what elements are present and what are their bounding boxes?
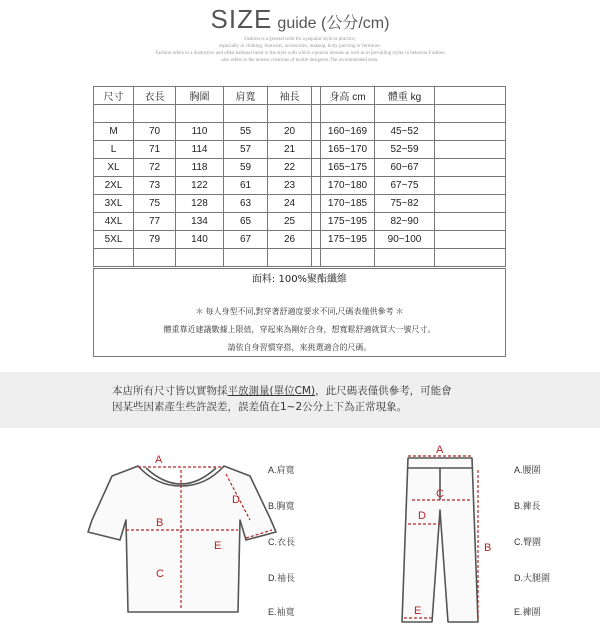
tshirt-letter-e: E (214, 540, 222, 552)
table-cell: 55 (224, 123, 268, 141)
table-cell: 21 (268, 141, 312, 159)
table-cell: 77 (134, 213, 176, 231)
shirt-legend-b: B.胸寬 (268, 501, 295, 511)
shirt-legend-d: D.袖長 (268, 573, 296, 583)
table-cell: 61 (224, 177, 268, 195)
table-cell: 110 (176, 123, 224, 141)
banner-underline: 平放測量(單位CM) (227, 385, 316, 397)
table-cell: 175~195 (321, 213, 375, 231)
shirt-legend-a: A.肩寬 (268, 465, 295, 475)
title-sub: guide (公分/cm) (277, 15, 390, 32)
table-cell: 75 (134, 195, 176, 213)
table-cell: 23 (268, 177, 312, 195)
table-header-cell: 袖長 (268, 87, 312, 105)
table-cell: 134 (176, 213, 224, 231)
table-cell: 45~52 (375, 123, 435, 141)
blurb-line: Fashion is a general term for a popular style or practice, (244, 37, 356, 42)
pants-legend-d: D.大腿圍 (514, 573, 551, 583)
table-cell: 122 (176, 177, 224, 195)
table-cell: 140 (176, 231, 224, 249)
table-header-cell: 胸圍 (176, 87, 224, 105)
fabric-text: 面料: 100%聚酯纖維 (251, 274, 348, 285)
note-choose: 請依自身習慣穿搭，來挑選適合的尺碼。 (227, 343, 372, 352)
table-cell: 22 (268, 159, 312, 177)
table-cell: 82~90 (375, 213, 435, 231)
table-cell: XL (94, 159, 134, 177)
table-cell: 71 (134, 141, 176, 159)
table-cell: 70 (134, 123, 176, 141)
table-cell: 160~169 (321, 123, 375, 141)
blurb-line: Fashion refers to a distinctive and often habitual trend in the style with which a person dresses as well as to prevailing styles in behavior.Fashion (155, 51, 445, 56)
table-cell: 20 (268, 123, 312, 141)
table-cell: 118 (176, 159, 224, 177)
pants-legend-b: B.褲長 (514, 501, 541, 511)
shirt-legend-e: E.袖寬 (268, 607, 295, 617)
table-cell: 52~59 (375, 141, 435, 159)
table-cell: 4XL (94, 213, 134, 231)
table-cell: 67~75 (375, 177, 435, 195)
pants-legend-a: A.腰圍 (514, 465, 541, 475)
table-cell: 165~170 (321, 141, 375, 159)
tshirt-letter-c: C (156, 568, 164, 580)
table-cell: 90~100 (375, 231, 435, 249)
table-cell: M (94, 123, 134, 141)
table-cell: 79 (134, 231, 176, 249)
table-header-cell: 尺寸 (94, 87, 134, 105)
table-cell: 57 (224, 141, 268, 159)
table-cell: 26 (268, 231, 312, 249)
tshirt-letter-b: B (156, 517, 164, 529)
shirt-legend-c: C.衣長 (268, 537, 296, 547)
tshirt-letter-d: D (232, 494, 240, 506)
tshirt-letter-a: A (155, 454, 163, 466)
table-cell: 3XL (94, 195, 134, 213)
table-cell: 73 (134, 177, 176, 195)
pants-letter-d: D (418, 510, 426, 522)
table-cell: 59 (224, 159, 268, 177)
table-cell: 60~67 (375, 159, 435, 177)
pants-legend-e: E.褲圍 (514, 607, 541, 617)
table-cell: 72 (134, 159, 176, 177)
table-cell: 2XL (94, 177, 134, 195)
pants-letter-e: E (414, 605, 422, 617)
note-weight: 體重靠近建議數據上限值，穿起來為剛好合身，想寬鬆舒適就買大一號尺寸。 (163, 325, 436, 334)
banner-line1: 本店所有尺寸皆以實物採平放測量(單位CM)，此尺碼表僅供參考，可能會 (112, 385, 452, 397)
table-cell: 65 (224, 213, 268, 231)
pants-letter-c: C (436, 488, 444, 500)
table-header-cell: 肩寬 (224, 87, 268, 105)
table-cell: 165~175 (321, 159, 375, 177)
pants-letter-b: B (484, 542, 492, 554)
blurb-line: especially in clothing, footwear, accessories, makeup, body piercing or furniture. (219, 44, 381, 49)
banner-line2: 因某些因素產生些許誤差，誤差值在1~2公分上下為正常現象。 (112, 401, 408, 413)
table-header-cell: 衣長 (134, 87, 176, 105)
table-cell: 170~180 (321, 177, 375, 195)
table-cell: 24 (268, 195, 312, 213)
table-cell: 75~82 (375, 195, 435, 213)
table-cell: 25 (268, 213, 312, 231)
table-header-cell: 身高 cm (321, 87, 375, 105)
table-header-cell: 體重 kg (375, 87, 435, 105)
title-main: SIZE (210, 4, 273, 34)
blurb-line: also refers to the newest creations of textile designers.The recommended term. (221, 58, 379, 63)
note-disclaimer: ＊ 每人身型不同,對穿著舒適度要求不同,尺碼表僅供參考 ＊ (195, 307, 404, 316)
pants-legend-c: C.臀圍 (514, 537, 542, 547)
table-cell: 67 (224, 231, 268, 249)
table-cell: 114 (176, 141, 224, 159)
table-cell: 5XL (94, 231, 134, 249)
table-cell: L (94, 141, 134, 159)
table-cell: 63 (224, 195, 268, 213)
pants-letter-a: A (436, 444, 444, 456)
table-cell: 175~195 (321, 231, 375, 249)
table-cell: 128 (176, 195, 224, 213)
table-cell: 170~185 (321, 195, 375, 213)
